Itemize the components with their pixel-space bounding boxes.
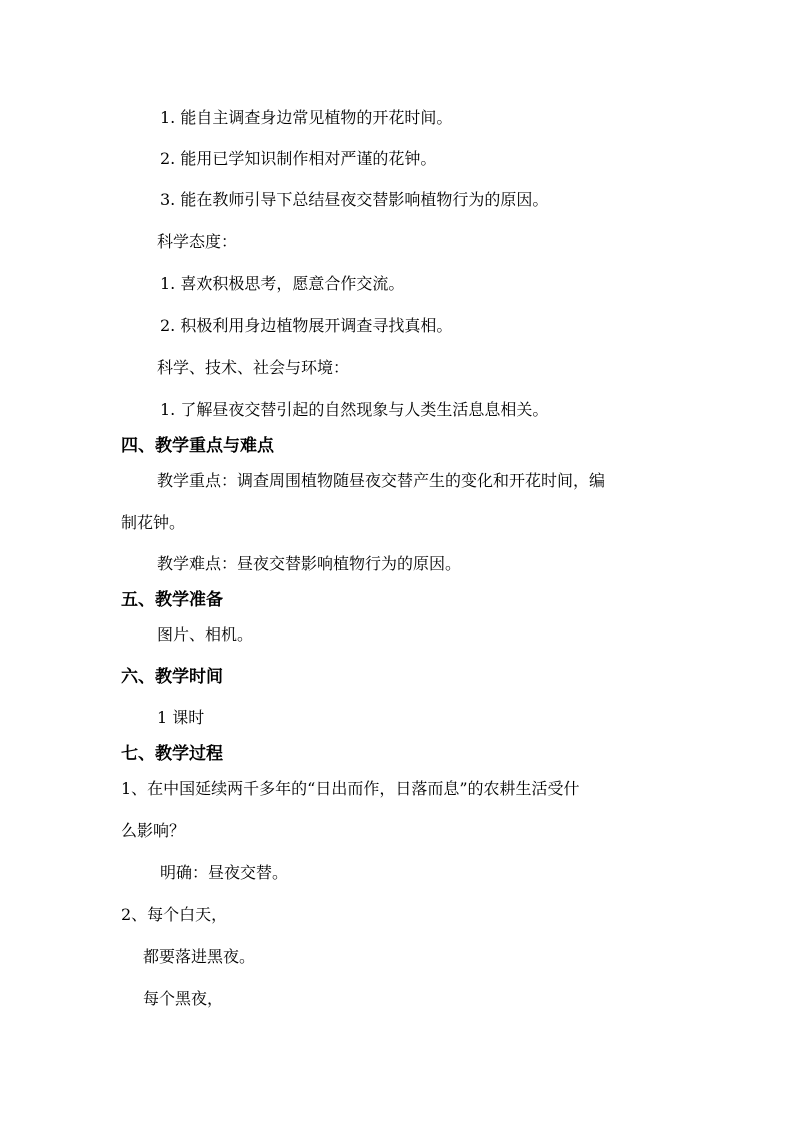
- difficulty-line: 教学难点：昼夜交替影响植物行为的原因。: [157, 554, 462, 573]
- process-item-1-line-2: 么影响？: [121, 821, 186, 840]
- process-item-2-line-2: 都要落进黑夜。: [143, 947, 256, 966]
- skill-item-3: 3. 能在教师引导下总结昼夜交替影响植物行为的原因。: [160, 190, 549, 209]
- time-content: 1 课时: [157, 708, 205, 727]
- sts-title: 科学、技术、社会与环境：: [157, 358, 350, 377]
- focus-line-1: 教学重点：调查周围植物随昼夜交替产生的变化和开花时间，编: [157, 471, 606, 490]
- skill-item-1: 1. 能自主调查身边常见植物的开花时间。: [160, 108, 453, 127]
- process-item-2-line-1: 2、每个白天，: [121, 905, 228, 924]
- section-4-heading: 四、教学重点与难点: [121, 436, 274, 456]
- sts-item-1: 1. 了解昼夜交替引起的自然现象与人类生活息息相关。: [160, 400, 549, 419]
- attitude-item-2: 2. 积极利用身边植物展开调查寻找真相。: [160, 316, 453, 335]
- attitude-item-1: 1. 喜欢积极思考，愿意合作交流。: [160, 274, 405, 293]
- preparation-content: 图片、相机。: [157, 625, 254, 644]
- section-6-heading: 六、教学时间: [121, 667, 223, 687]
- attitude-title: 科学态度：: [157, 232, 238, 251]
- focus-line-2: 制花钟。: [121, 513, 186, 532]
- process-item-2-line-3: 每个黑夜，: [143, 989, 224, 1008]
- process-item-1-answer: 明确：昼夜交替。: [160, 863, 289, 882]
- skill-item-2: 2. 能用已学知识制作相对严谨的花钟。: [160, 149, 437, 168]
- process-item-1-line-1: 1、在中国延续两千多年的“日出而作，日落而息”的农耕生活受什: [121, 779, 580, 798]
- section-7-heading: 七、教学过程: [121, 744, 223, 764]
- section-5-heading: 五、教学准备: [121, 590, 223, 610]
